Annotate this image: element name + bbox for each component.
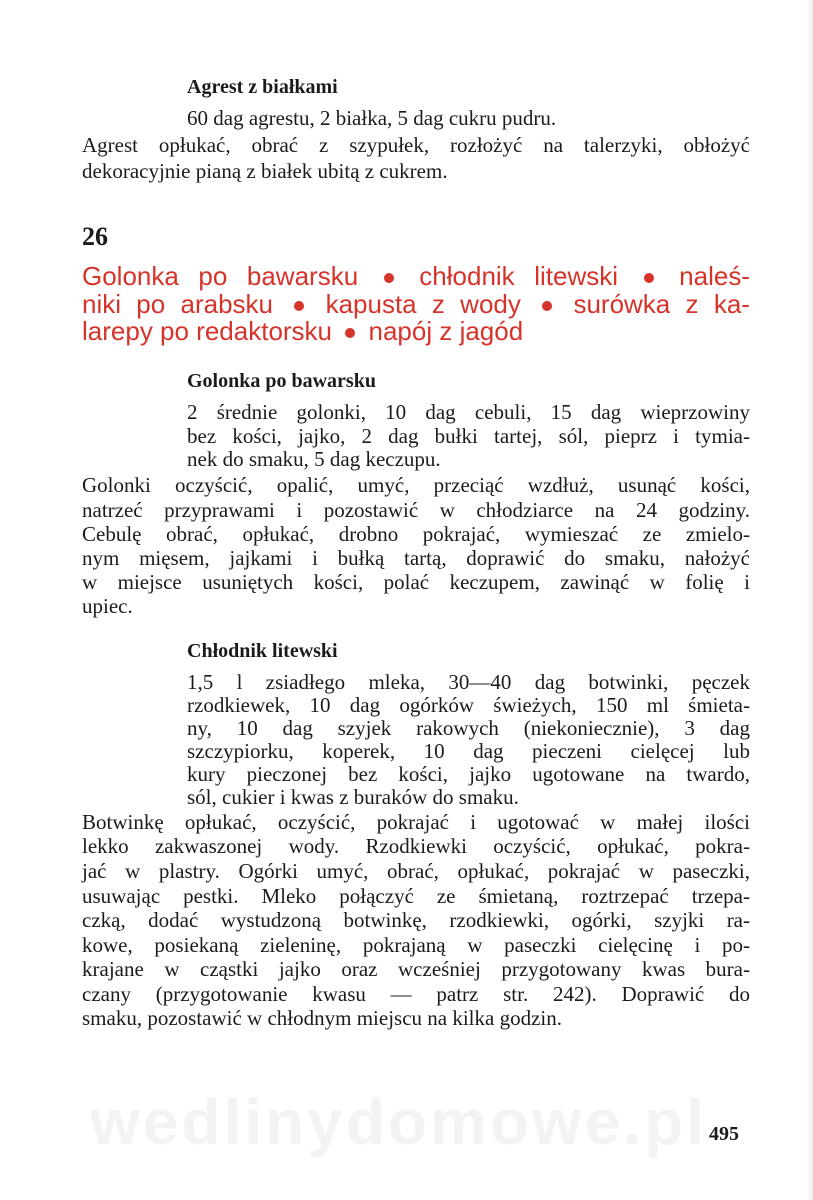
menu-item: surówka z ka- xyxy=(573,289,750,319)
recipe-method-chlodnik-line: kowe, posiekaną zieleninę, pokrajaną w paseczki cielęcinę i po- xyxy=(82,933,750,957)
recipe-method-chlodnik-line: czany (przygotowanie kwasu — patrz str. 242). Doprawić do xyxy=(82,982,750,1006)
recipe-ingredients-chlodnik-line: sól, cukier i kwas z buraków do smaku. xyxy=(187,785,519,809)
section-number: 26 xyxy=(82,222,108,251)
menu-item: niki po arabsku xyxy=(82,289,273,319)
recipe-method-golonka-line: Golonki oczyścić, opalić, umyć, przeciąć wzdłuż, usunąć kości, xyxy=(82,473,750,497)
recipe-method-golonka-line: w miejsce usuniętych kości, polać keczupem, zawinąć w folię i xyxy=(82,570,750,594)
menu-item: naleś- xyxy=(679,261,750,291)
recipe-ingredients-chlodnik-line: rzodkiewek, 10 dag ogórków świeżych, 150 ml śmieta- xyxy=(187,693,750,717)
recipe-method-chlodnik-line: jać w plastry. Ogórki umyć, obrać, opłukać, pokrajać w paseczki, xyxy=(82,859,750,883)
recipe-method-agrest-line: Agrest opłukać, obrać z szypułek, rozłożyć na talerzyki, obłożyć xyxy=(82,133,750,157)
menu-summary-line xyxy=(82,291,750,317)
recipe-method-golonka-line: natrzeć przyprawami i pozostawić w chłodziarce na 24 godziny. xyxy=(82,498,750,522)
recipe-ingredients-chlodnik-line: szczypiorku, koperek, 10 dag pieczeni cielęcej lub xyxy=(187,739,750,763)
menu-item: kapusta z wody xyxy=(325,289,521,319)
page-edge-shadow xyxy=(807,0,813,1200)
menu-item: napój z jagód xyxy=(368,316,524,346)
menu-summary-line xyxy=(82,318,750,344)
recipe-method-golonka-line: upiec. xyxy=(82,594,133,618)
recipe-method-chlodnik-line: czką, dodać wystudzoną botwinkę, rzodkiewki, ogórki, szyjki ra- xyxy=(82,908,750,932)
menu-summary-line xyxy=(82,263,750,289)
page-number: 495 xyxy=(709,1123,739,1145)
menu-item: Golonka po bawarsku xyxy=(82,261,359,291)
recipe-method-chlodnik-line: smaku, pozostawić w chłodnym miejscu na kilka godzin. xyxy=(82,1006,562,1030)
recipe-ingredients-chlodnik-line: 1,5 l zsiadłego mleka, 30—40 dag botwinki, pęczek xyxy=(187,670,750,694)
recipe-method-agrest-line: dekoracyjnie pianą z białek ubitą z cukrem. xyxy=(82,159,448,183)
recipe-method-golonka-line: nym mięsem, jajkami i bułką tartą, doprawić do smaku, nałożyć xyxy=(82,546,750,570)
watermark: wedlinydomowe.pl xyxy=(90,1086,707,1158)
recipe-method-golonka-line: Cebulę obrać, opłukać, drobno pokrajać, wymieszać ze zmielo- xyxy=(82,522,750,546)
bullet-icon xyxy=(384,273,394,283)
recipe-method-chlodnik-line: krajane w cząstki jajko oraz wcześniej przygotowany kwas bura- xyxy=(82,957,750,981)
recipe-ingredients-chlodnik-line: ny, 10 dag szyjek rakowych (niekoniecznie), 3 dag xyxy=(187,716,750,740)
bullet-icon xyxy=(644,273,654,283)
recipe-title-golonka: Golonka po bawarsku xyxy=(187,370,376,392)
recipe-method-chlodnik-line: Botwinkę opłukać, oczyścić, pokrajać i ugotować w małej ilości xyxy=(82,810,750,834)
menu-item: larepy po redaktorsku xyxy=(82,316,333,346)
recipe-ingredients-chlodnik-line: kury pieczonej bez kości, jajko ugotowane na twardo, xyxy=(187,762,750,786)
recipe-ingredients-agrest: 60 dag agrestu, 2 białka, 5 dag cukru pudru. xyxy=(187,106,557,130)
menu-item: chłodnik litewski xyxy=(419,261,619,291)
bullet-icon xyxy=(345,328,355,338)
recipe-title-chlodnik: Chłodnik litewski xyxy=(187,640,338,662)
recipe-method-chlodnik-line: lekko zakwaszonej wody. Rzodkiewki oczyścić, opłukać, pokra- xyxy=(82,834,750,858)
bullet-icon xyxy=(542,301,552,311)
recipe-ingredients-golonka-line: 2 średnie golonki, 10 dag cebuli, 15 dag wieprzowiny xyxy=(187,400,750,424)
recipe-ingredients-golonka-line: bez kości, jajko, 2 dag bułki tartej, sól, pieprz i tymia- xyxy=(187,424,750,448)
bullet-icon xyxy=(294,301,304,311)
recipe-method-chlodnik-line: usuwając pestki. Mleko połączyć ze śmietaną, roztrzepać trzepa- xyxy=(82,884,750,908)
recipe-title-agrest: Agrest z białkami xyxy=(187,76,338,98)
recipe-ingredients-golonka-line: nek do smaku, 5 dag keczupu. xyxy=(187,447,441,471)
